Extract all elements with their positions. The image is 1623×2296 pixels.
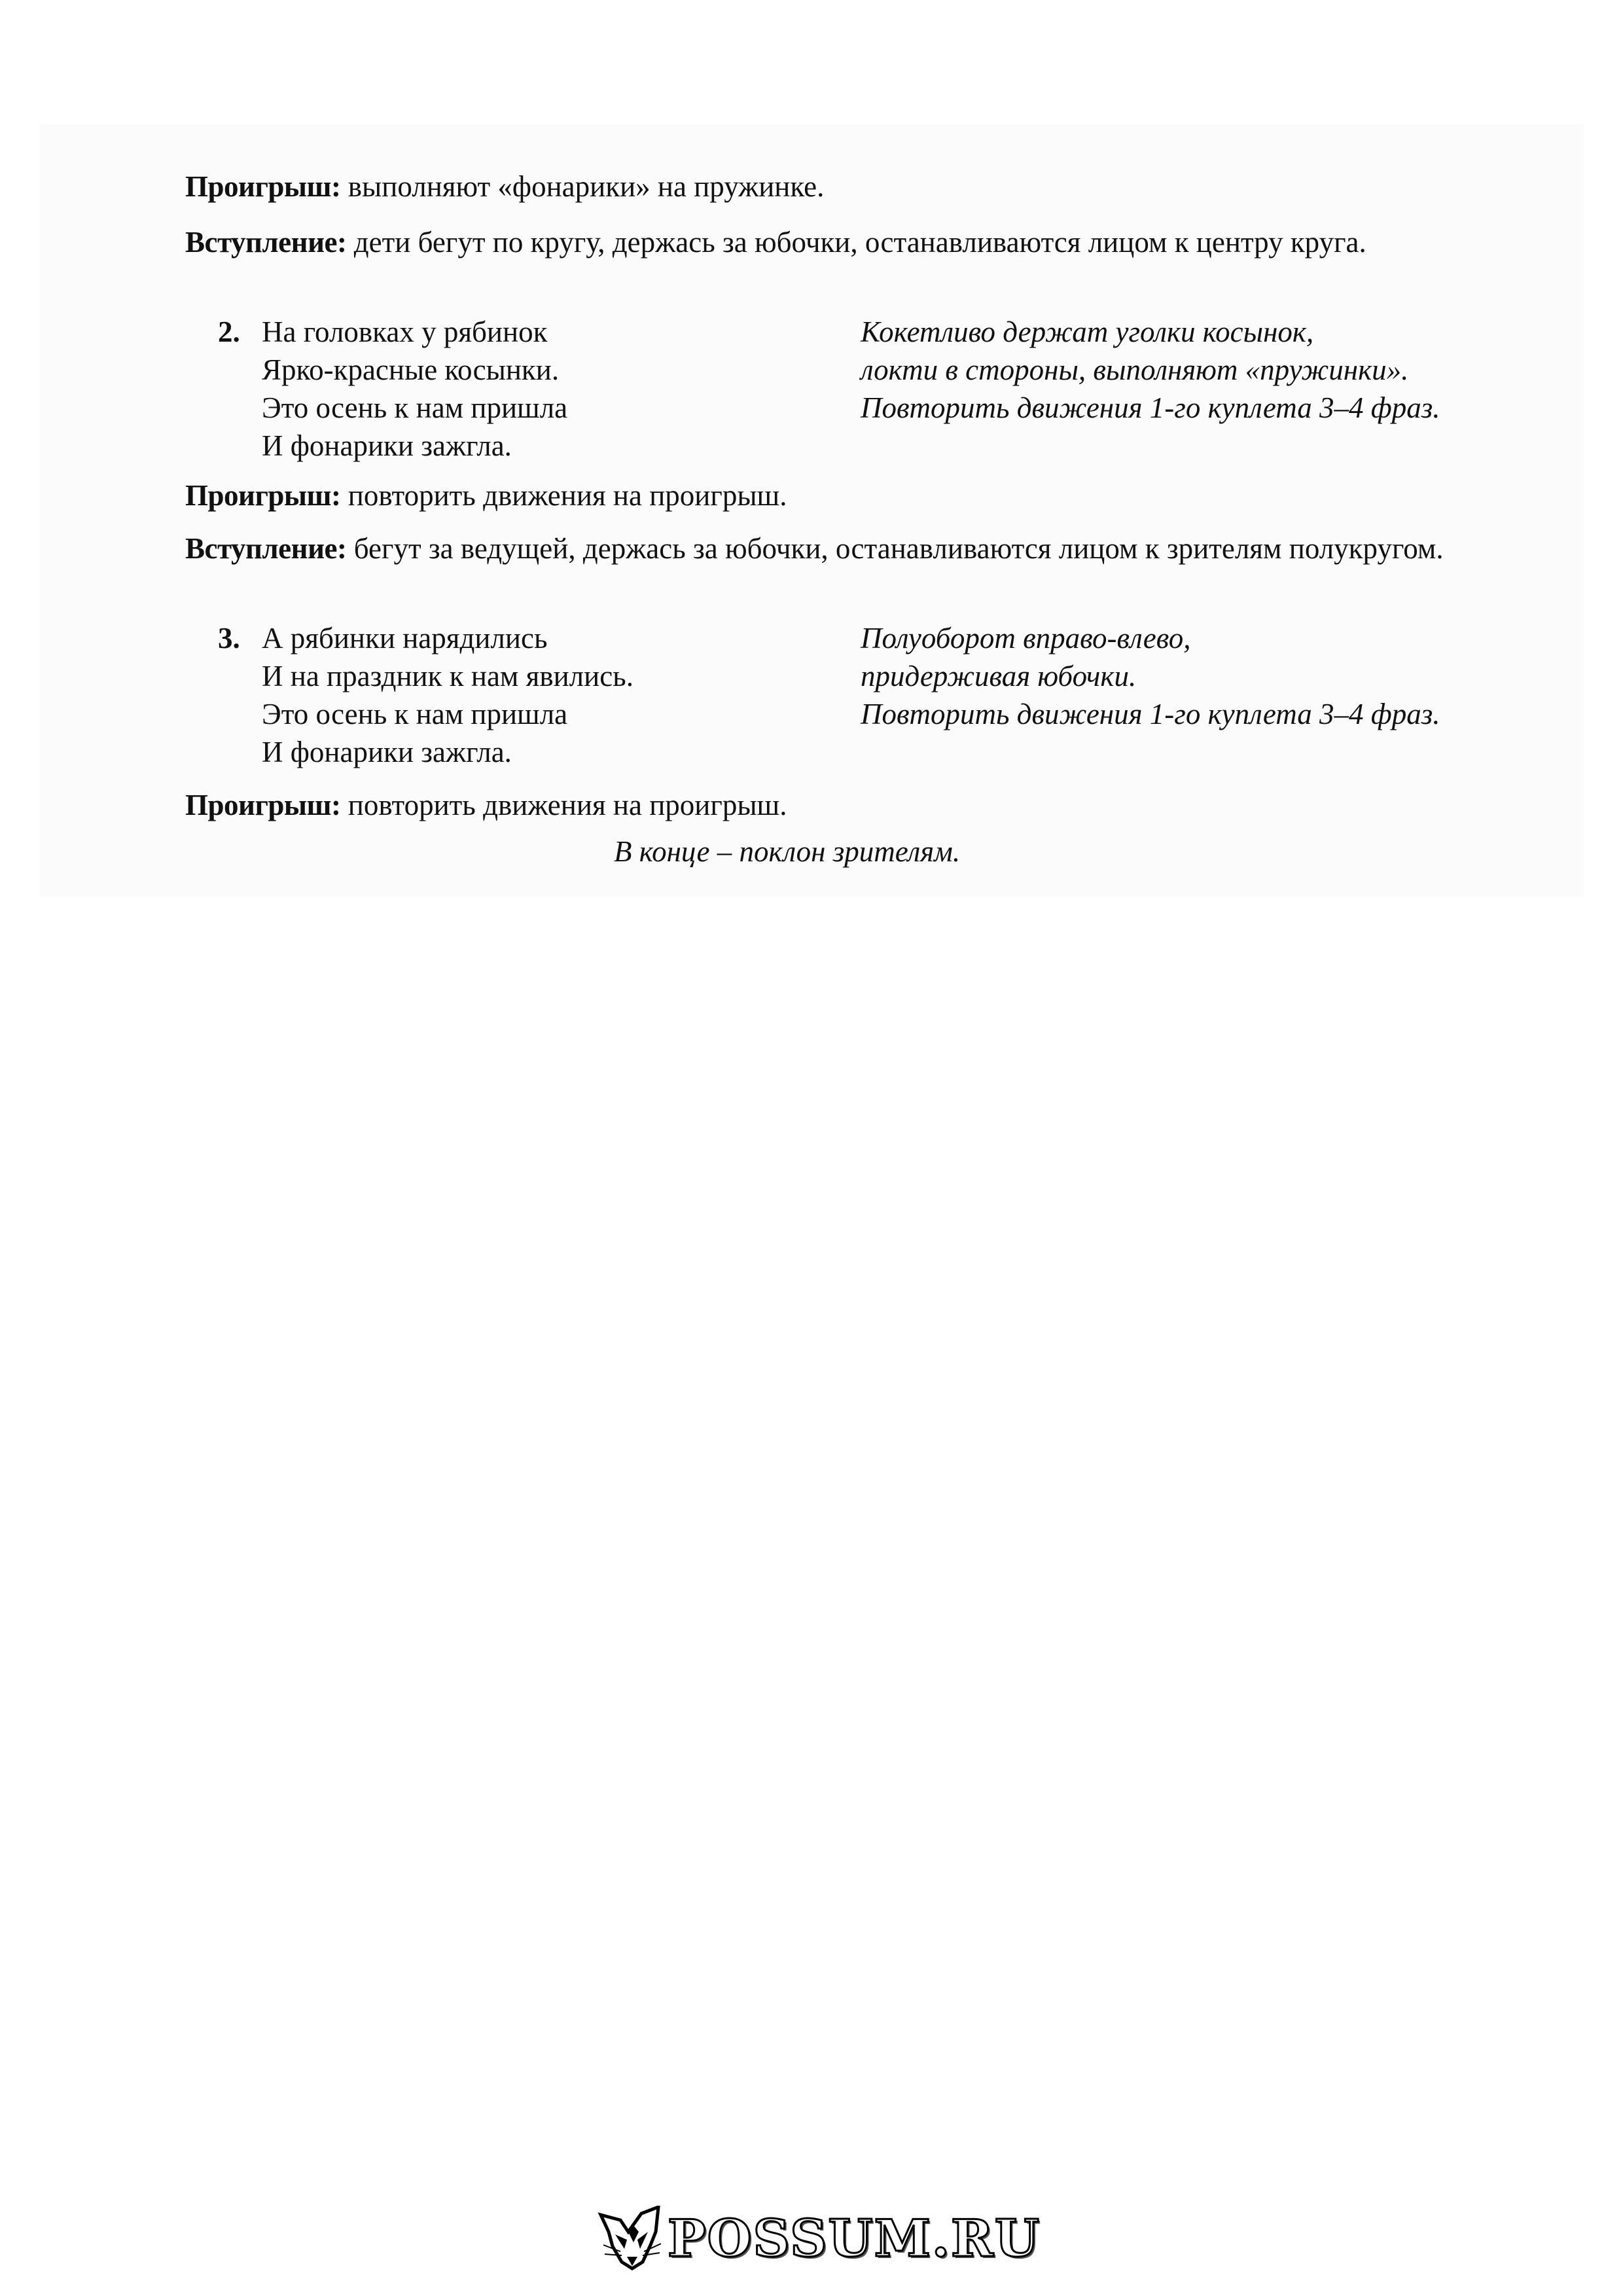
interlude-label: Проигрыш: [185, 479, 341, 512]
interlude-paragraph [185, 476, 787, 515]
action-line: локти в стороны, выполняют «пружинки». [861, 353, 1409, 386]
intro-label: Вступление: [185, 532, 347, 565]
interlude-text: повторить движения на проигрыш. [340, 789, 787, 821]
verse-number: 3. [218, 622, 240, 655]
verse-line: И фонарики зажгла. [262, 429, 512, 462]
verse-line: Это осень к нам пришла [262, 698, 568, 730]
interlude-label: Проигрыш: [185, 170, 341, 203]
intro-paragraph [157, 529, 1508, 568]
intro-label: Вступление: [185, 226, 347, 259]
verse-line: А рябинки нарядились [262, 622, 548, 655]
verse-number: 2. [218, 315, 240, 348]
interlude-text: выполняют «фонарики» на пружинке. [340, 170, 825, 203]
ending-note: В конце – поклон зрителям. [614, 835, 961, 868]
action-line: придерживая юбочки. [861, 660, 1137, 692]
action-line: Полуоборот вправо-влево, [861, 622, 1191, 655]
watermark-logo [596, 2209, 1041, 2268]
intro-paragraph [157, 223, 1508, 262]
verse-line: И на праздник к нам явились. [262, 660, 633, 692]
action-line: Кокетливо держат уголки косынок, [861, 315, 1314, 348]
intro-text: бегут за ведущей, держась за юбочки, останавливаются лицом к зрителям полукругом. [346, 532, 1444, 565]
action-line: Повторить движения 1-го куплета 3–4 фраз. [861, 698, 1440, 730]
watermark-text: POSSUM.RU [668, 2208, 1041, 2269]
verse-line: Это осень к нам пришла [262, 391, 568, 424]
interlude-paragraph [185, 785, 787, 825]
verse-line: На головках у рябинок [262, 315, 548, 348]
interlude-paragraph [185, 167, 824, 206]
intro-text: дети бегут по кругу, держась за юбочки, останавливаются лицом к центру круга. [346, 226, 1366, 259]
action-line: Повторить движения 1-го куплета 3–4 фраз. [861, 391, 1440, 424]
verse-line: Ярко-красные косынки. [262, 353, 560, 386]
interlude-label: Проигрыш: [185, 789, 341, 821]
possum-head-icon [596, 2206, 668, 2271]
verse-line: И фонарики зажгла. [262, 736, 512, 768]
interlude-text: повторить движения на проигрыш. [340, 479, 787, 512]
